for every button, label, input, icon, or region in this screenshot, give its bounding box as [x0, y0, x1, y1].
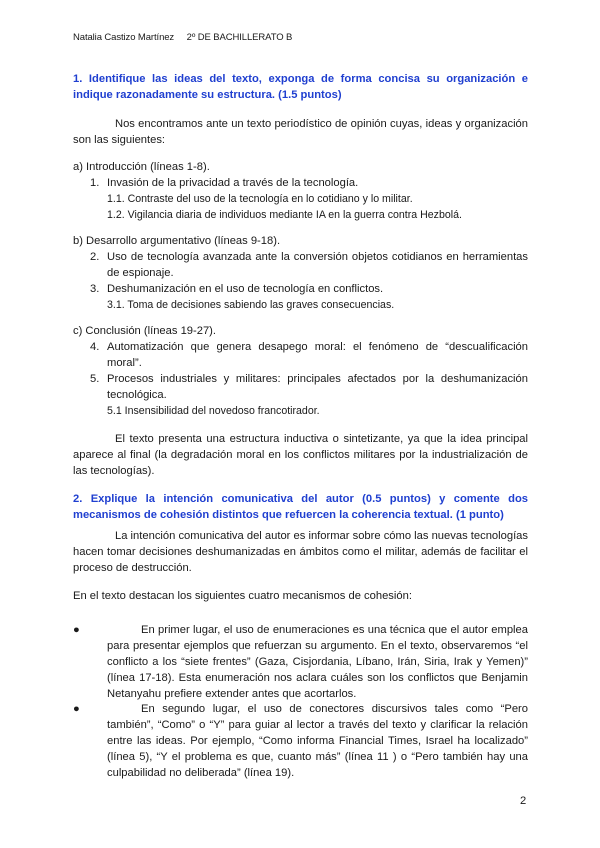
section-c-label: c) Conclusión (líneas 19-27). — [73, 325, 217, 337]
bullet-text: En primer lugar, el uso de enumeraciones es una técnica que el autor emplea para presentar ejemplos que refuerzan su argumento. En el texto, observaremos “el conflicto a los “siete frentes” (Gaza, Cisjordania, Líbano, Irán, Siria, Irak y Yemen)” (línea 17-18). Esta enumeración nos aclara cuáles son los conflictos que Benjamin Netanyahu prefiere extender antes que acortarlos. — [107, 624, 528, 700]
intro-paragraph: Nos encontramos ante un texto periodístico de opinión cuyas, ideas y organización son las siguientes: — [73, 118, 528, 146]
outline-subitem-3-1: 3.1. Toma de decisiones sabiendo las graves consecuencias. — [107, 299, 395, 311]
header-course: 2º DE BACHILLERATO B — [186, 32, 293, 43]
outline-item-text: Automatización que genera desapego moral: el fenómeno de “descualificación moral”. — [107, 341, 528, 369]
bullet-item-1 — [73, 622, 528, 702]
outline-item-number: 3. — [90, 283, 100, 295]
section-a-label: a) Introducción (líneas 1-8). — [73, 161, 210, 173]
intention-paragraph: La intención comunicativa del autor es informar sobre cómo las nuevas tecnologías hacen tomar decisiones deshumanizadas en ámbitos como el militar, además de facilitar el proceso de destrucción. — [73, 530, 528, 574]
question-1-title: 1. Identifique las ideas del texto, exponga de forma concisa su organización e indique razonadamente su estructura. (1.5 puntos) — [73, 73, 528, 101]
bullet-dot-icon: ● — [73, 703, 80, 715]
outline-item-number: 4. — [90, 341, 100, 353]
outline-item-4 — [90, 339, 528, 371]
outline-item-number: 5. — [90, 373, 100, 385]
bullet-text: En segundo lugar, el uso de conectores discursivos tales como “Pero también”, “Como” o “Y” para guiar al lector a través del texto y clarificar la relación entre las ideas. Por ejemplo, “Como informa Financial Times, Israel ha localizado” (línea 5), “Y el problema es que, cuanto más” (línea 11 ) o “Pero también hay una culpabilidad no deliberada” (línea 19). — [107, 703, 528, 779]
header-author: Natalia Castizo Martínez — [73, 32, 175, 43]
outline-item-text: Invasión de la privacidad a través de la tecnología. — [107, 177, 359, 189]
bullet-dot-icon: ● — [73, 624, 80, 636]
page-header — [73, 32, 292, 43]
outline-subitem-5-1: 5.1 Insensibilidad del novedoso francotirador. — [107, 405, 320, 417]
outline-subitem-1-2: 1.2. Vigilancia diaria de individuos mediante IA en la guerra contra Hezbolá. — [107, 209, 462, 221]
outline-item-1 — [90, 175, 528, 191]
section-b-label: b) Desarrollo argumentativo (líneas 9-18). — [73, 235, 281, 247]
bullet-item-2 — [73, 701, 528, 781]
outline-item-number: 1. — [90, 177, 100, 189]
cohesion-intro: En el texto destacan los siguientes cuatro mecanismos de cohesión: — [73, 590, 412, 602]
outline-item-text: Uso de tecnología avanzada ante la conversión objetos cotidianos en herramientas de espionaje. — [107, 251, 528, 279]
page-number: 2 — [520, 795, 527, 807]
outline-item-2 — [90, 249, 528, 281]
outline-subitem-1-1: 1.1. Contraste del uso de la tecnología en lo cotidiano y lo militar. — [107, 193, 413, 205]
outline-item-number: 2. — [90, 251, 100, 263]
outline-item-text: Deshumanización en el uso de tecnología en conflictos. — [107, 283, 384, 295]
structure-paragraph: El texto presenta una estructura inductiva o sintetizante, ya que la idea principal aparece al final (la degradación moral en los conflictos militares por la industrialización de las tecnologías). — [73, 433, 528, 477]
outline-item-3 — [90, 281, 528, 297]
question-2-title: 2. Explique la intención comunicativa del autor (0.5 puntos) y comente dos mecanismos de cohesión distintos que refuercen la coherencia textual. (1 punto) — [73, 493, 528, 521]
outline-item-text: Procesos industriales y militares: principales afectados por la deshumanización tecnológica. — [107, 373, 528, 401]
outline-item-5 — [90, 371, 528, 403]
